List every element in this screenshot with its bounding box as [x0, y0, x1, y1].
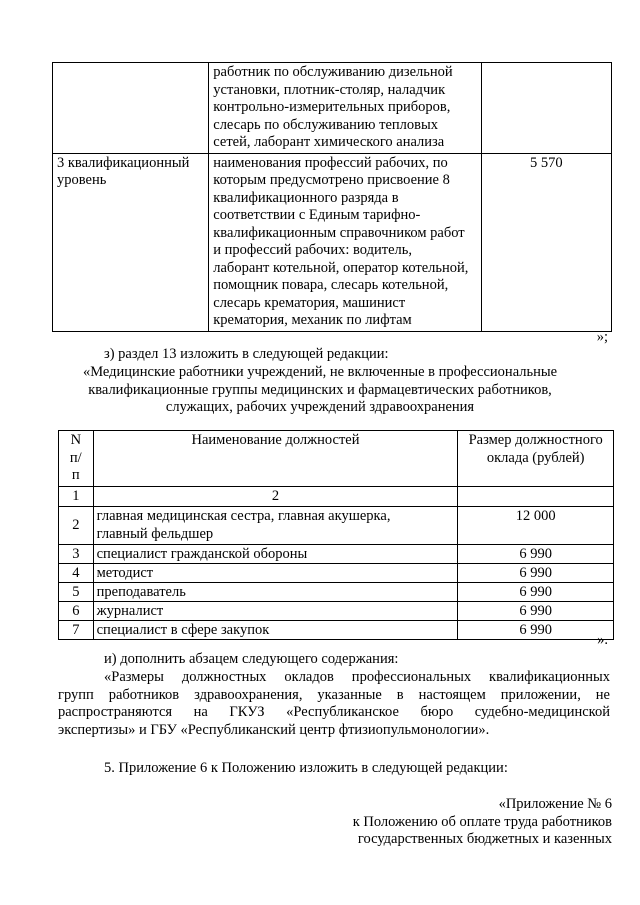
section-i-paragraph: [58, 669, 610, 739]
paragraph-line: экспертизы» и ГБУ «Республиканский центр фтизиопульмонологии».: [58, 721, 490, 738]
row-number: 3: [59, 545, 94, 564]
table-row: [59, 602, 614, 621]
salary-value: 6 990: [458, 545, 614, 564]
closing-quote: ».: [597, 632, 608, 648]
header-number: [59, 431, 94, 487]
item-5-text: 5. Приложение 6 к Положению изложить в следующей редакции:: [104, 760, 508, 776]
salary-cell: 5 570: [481, 153, 611, 331]
salary-value: 6 990: [458, 621, 614, 640]
description-line: помощник повара, слесарь котельной,: [213, 277, 449, 293]
header-salary-line: оклада (рублей): [486, 449, 585, 466]
appendix-header-line: «Приложение № 6: [498, 796, 612, 812]
index-cell: 1: [59, 486, 94, 507]
table-row: [59, 621, 614, 640]
header-salary-line: Размер должностного: [468, 432, 603, 448]
salary-value: 6 990: [458, 602, 614, 621]
salary-cell: [481, 63, 611, 154]
position-name: методист: [93, 564, 458, 583]
description-line: лаборант котельной, оператор котельной,: [213, 259, 469, 276]
description-line: сетей, лаборант химического анализа: [213, 134, 445, 150]
qualification-levels-table: [52, 62, 612, 332]
salary-value: 6 990: [458, 564, 614, 583]
paragraph-line: групп работников здравоохранения, указанные в настоящем приложении, не: [58, 686, 610, 703]
description-line: установки, плотник-столяр, наладчик: [213, 81, 446, 98]
description-line: и профессий рабочих: водитель,: [213, 242, 412, 258]
salary-value: 12 000: [458, 507, 614, 545]
header-number-line: N: [70, 432, 82, 448]
description-line: соответствии с Единым тарифно-: [213, 207, 421, 223]
header-salary: [458, 431, 614, 487]
description-cell: [209, 63, 481, 154]
description-line: которым предусмотрено присвоение 8: [213, 172, 450, 188]
description-line: слесарь по обслуживанию тепловых: [213, 116, 438, 133]
position-name: специалист в сфере закупок: [93, 621, 458, 640]
table-row: [59, 564, 614, 583]
paragraph-line: «Размеры должностных окладов профессиональных квалификационных: [104, 669, 610, 685]
row-number: 5: [59, 583, 94, 602]
description-line: работник по обслуживанию дизельной: [213, 64, 453, 80]
appendix-header-line: к Положению об оплате труда работников: [352, 813, 612, 830]
table-row: [59, 545, 614, 564]
index-cell: [458, 486, 614, 507]
table-row: [53, 153, 612, 331]
medical-positions-table: [58, 430, 614, 640]
position-name: преподаватель: [93, 583, 458, 602]
position-name: специалист гражданской обороны: [93, 545, 458, 564]
position-name: журналист: [93, 602, 458, 621]
level-line: 3 квалификационный: [57, 154, 190, 171]
level-line: уровень: [57, 172, 107, 188]
header-number-line: п: [71, 467, 80, 483]
header-number-line: п/: [69, 449, 82, 466]
paragraph-line: распространяются на ГКУЗ «Республиканское бюро судебно-медицинской: [58, 704, 610, 720]
index-cell: 2: [93, 486, 458, 507]
description-line: контрольно-измерительных приборов,: [213, 99, 451, 115]
description-line: квалификационного разряда в: [213, 189, 399, 206]
closing-quote: »;: [596, 329, 608, 345]
title-line: «Медицинские работники учреждений, не включенные в профессиональные: [82, 364, 558, 380]
table-row: [59, 507, 614, 545]
header-position-name: Наименование должностей: [93, 431, 458, 487]
table-row: [59, 583, 614, 602]
section-13-title: [40, 364, 600, 417]
table-index-row: [59, 486, 614, 507]
section-i-intro: и) дополнить абзацем следующего содержания:: [104, 651, 399, 667]
appendix-header: [353, 796, 612, 849]
position-name: [93, 507, 458, 545]
description-line: наименования профессий рабочих, по: [213, 154, 448, 171]
title-line: служащих, рабочих учреждений здравоохранения: [165, 399, 475, 415]
table-row: [53, 63, 612, 154]
appendix-header-line: государственных бюджетных и казенных: [357, 831, 612, 847]
description-line: квалификационным справочником работ: [213, 224, 465, 241]
title-line: квалификационные группы медицинских и фармацевтических работников,: [88, 381, 552, 398]
row-number: 6: [59, 602, 94, 621]
position-name-line: главный фельдшер: [96, 525, 214, 542]
position-name-line: главная медицинская сестра, главная акушерка,: [96, 508, 391, 524]
row-number: 7: [59, 621, 94, 640]
description-line: слесарь крематория, машинист: [213, 294, 406, 311]
section-z-intro: з) раздел 13 изложить в следующей редакции:: [104, 346, 389, 362]
row-number: 2: [59, 507, 94, 545]
table-header-row: [59, 431, 614, 487]
level-cell: [53, 63, 209, 154]
level-cell: [53, 153, 209, 331]
row-number: 4: [59, 564, 94, 583]
salary-value: 6 990: [458, 583, 614, 602]
description-cell: [209, 153, 481, 331]
description-line: крематория, механик по лифтам: [213, 312, 412, 328]
